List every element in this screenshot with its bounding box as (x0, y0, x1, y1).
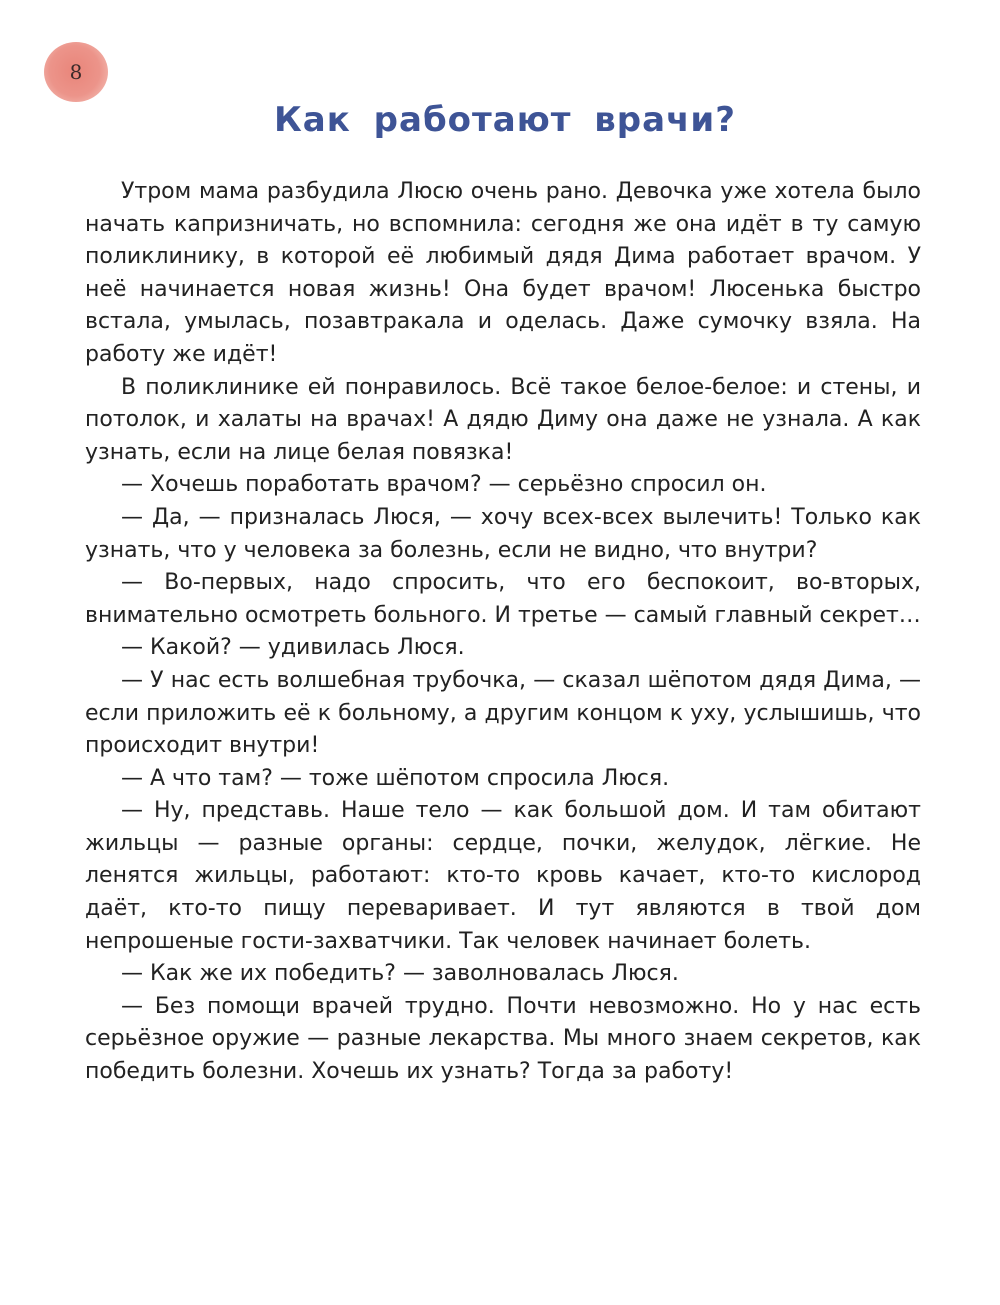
paragraph: — Во-первых, надо спросить, что его беспокоит, во-вторых, внимательно осмотреть больного. И третье — самый главный секрет… (85, 570, 921, 628)
page-number-badge (44, 42, 108, 102)
paragraph: — У нас есть волшебная трубочка, — сказал шёпотом дядя Дима, — если приложить её к больному, а другим концом к уху, услышишь, что происходит внутри! (85, 667, 921, 759)
page-title: Как работают врачи? (274, 100, 736, 140)
paragraph: — Как же их победить? — заволновалась Люся. (121, 961, 679, 987)
paragraph: — Без помощи врачей трудно. Почти невозможно. Но у нас есть серьёзное оружие — разные лекарства. Мы много знаем секретов, как победить болезни. Хочешь их узнать? Тогда за работу! (85, 993, 921, 1085)
paragraph: — А что там? — тоже шёпотом спросила Люся. (121, 765, 670, 791)
paragraph: Утром мама разбудила Люсю очень рано. Девочка уже хотела было начать капризничать, но вспомнила: сегодня же она идёт в ту самую поликлинику, в которой её любимый дядя Дима работает врачом. У неё начинается новая жизнь! Она будет врачом! Люсенька быстро встала, умылась, позавтракала и оделась. Даже сумочку взяла. На работу же идёт! (85, 179, 921, 367)
paragraph: — Ну, представь. Наше тело — как большой дом. И там обитают жильцы — разные органы: сердце, почки, желудок, лёгкие. Не ленятся жильцы, работают: кто-то кровь качает, кто-то кислород даёт, кто-то пищу переваривает. И тут являются в твой дом непрошеные гости-захватчики. Так человек начинает болеть. (85, 798, 921, 954)
paragraph: — Хочешь поработать врачом? — серьёзно спросил он. (121, 472, 767, 498)
page-number: 8 (69, 60, 83, 84)
paragraph: В поликлинике ей понравилось. Всё такое белое-белое: и стены, и потолок, и халаты на врачах! А дядю Диму она даже не узнала. А как узнать, если на лице белая повязка! (85, 374, 921, 465)
story-text (85, 176, 921, 1089)
paragraph: — Какой? — удивилась Люся. (121, 635, 465, 661)
paragraph: — Да, — призналась Люся, — хочу всех-всех вылечить! Только как узнать, что у человека за болезнь, если не видно, что внутри? (85, 504, 921, 563)
